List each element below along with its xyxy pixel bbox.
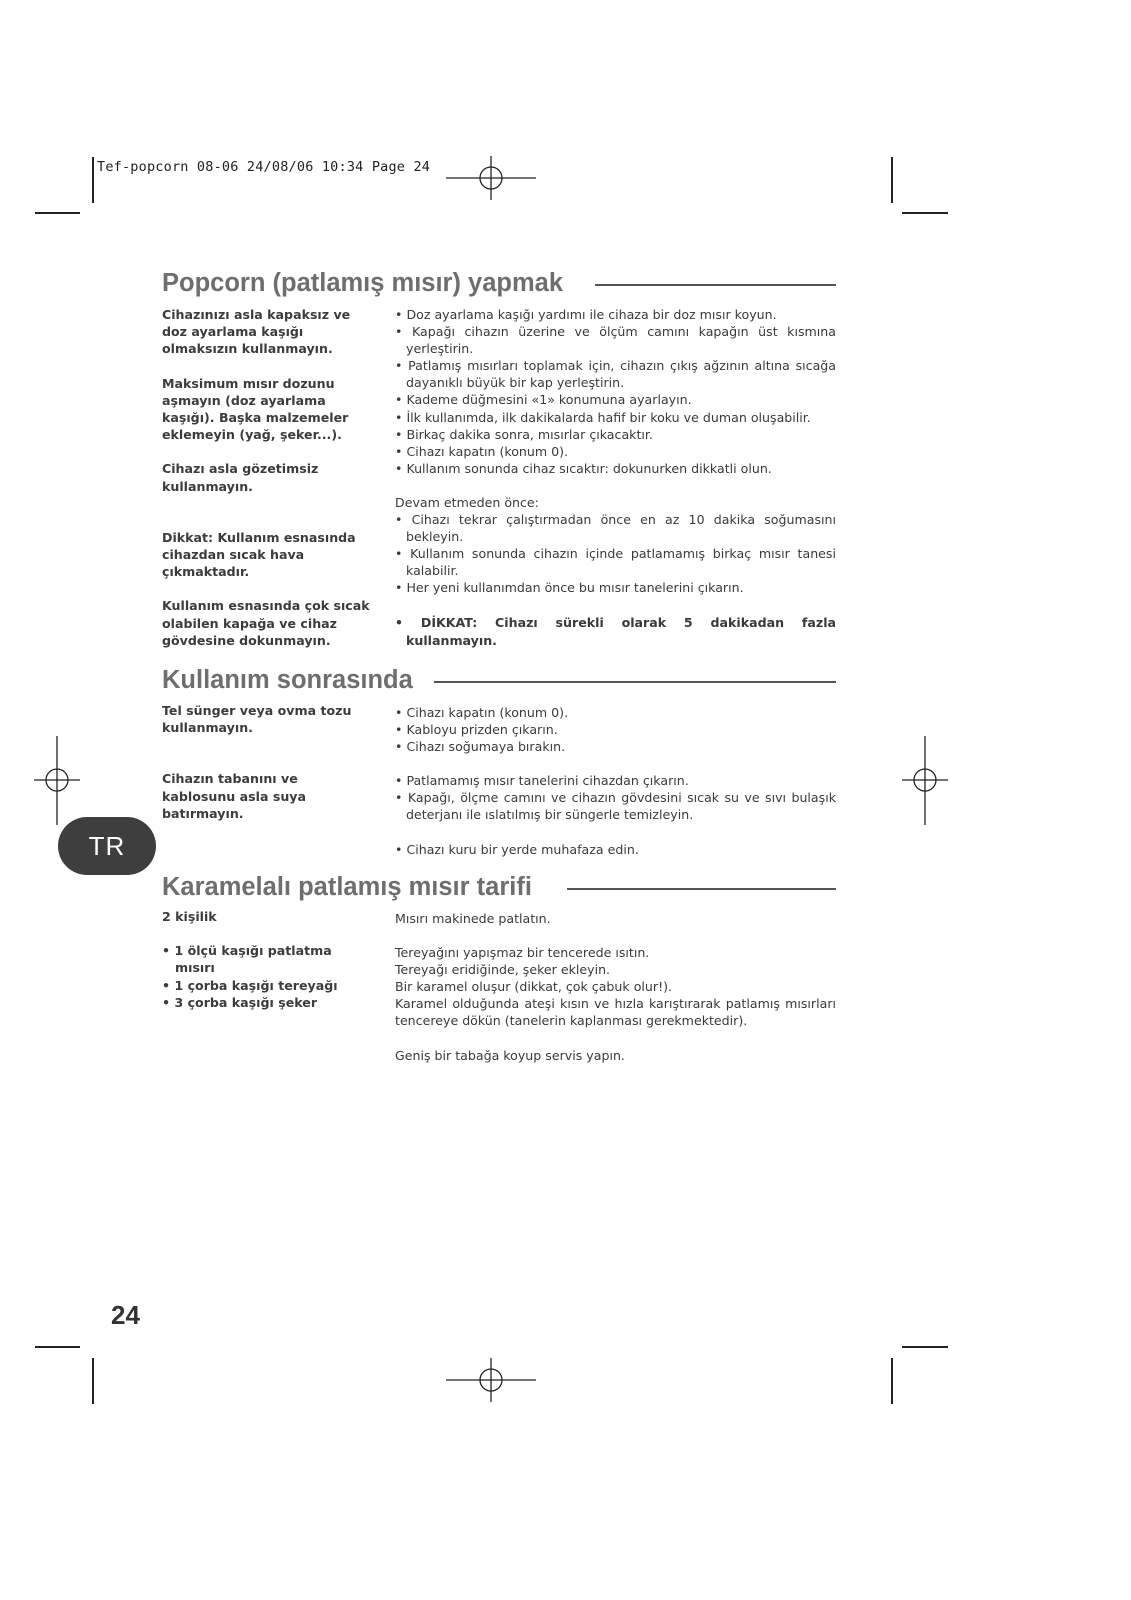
list-item: • Patlamamış mısır tanelerini cihazdan çıkarın. — [395, 772, 836, 789]
recipe-step: Mısırı makinede patlatın. — [395, 911, 551, 926]
list-item: • Kullanım sonunda cihazın içinde patlamamış birkaç mısır tanesi kalabilir. — [395, 545, 836, 579]
recipe-line: Tereyağını yapışmaz bir tencerede ısıtın. — [395, 945, 650, 961]
page-number: 24 — [111, 1300, 140, 1330]
steps-after-use — [395, 704, 836, 858]
recipe-line: Tereyağı eridiğinde, şeker ekleyin. — [395, 962, 611, 978]
side-note: Cihazınızı asla kapaksız ve doz ayarlama kaşığı olmaksızın kullanmayın. — [162, 307, 351, 357]
side-notes-popcorn — [162, 306, 370, 649]
list-item: • Doz ayarlama kaşığı yardımı ile cihaza bir doz mısır koyun. — [395, 306, 836, 323]
servings: 2 kişilik — [162, 909, 217, 924]
list-item: • Cihazı kapatın (konum 0). — [395, 704, 836, 721]
list-item: • 1 ölçü kaşığı patlatma mısırı — [162, 942, 347, 976]
list-item: • Kapağı cihazın üzerine ve ölçüm camını kapağın üst kısmına yerleştirin. — [395, 323, 836, 357]
section-title-after-use: Kullanım sonrasında — [162, 666, 413, 694]
recipe-final: Geniş bir tabağa koyup servis yapın. — [395, 1047, 625, 1063]
list-item: • Kapağı, ölçme camını ve cihazın gövdesini sıcak su ve sıvı bulaşık deterjanı ile ıslatılmış bir süngerle temizleyin. — [395, 789, 836, 823]
side-notes-after-use — [162, 702, 362, 822]
steps-list — [395, 306, 836, 477]
recipe-steps — [395, 910, 836, 1064]
title-rule — [567, 888, 836, 890]
section-title-popcorn: Popcorn (patlamış mısır) yapmak — [162, 269, 564, 297]
list-item: • İlk kullanımda, ilk dakikalarda hafif bir koku ve duman oluşabilir. — [395, 409, 836, 426]
section-title-recipe: Karamelalı patlamış mısır tarifi — [162, 873, 532, 901]
steps-list-b — [395, 772, 836, 823]
recipe-line: Bir karamel oluşur (dikkat, çok çabuk olur!). — [395, 979, 673, 995]
side-note: Kullanım esnasında çok sıcak olabilen kapağa ve cihaz gövdesine dokunmayın. — [162, 598, 370, 648]
side-note: Cihazın tabanını ve kablosunu asla suya batırmayın. — [162, 771, 306, 821]
warning-list — [395, 614, 836, 650]
list-item: • Her yeni kullanımdan önce bu mısır tanelerini çıkarın. — [395, 579, 836, 596]
list-item: • 1 çorba kaşığı tereyağı — [162, 977, 347, 994]
steps-list-a — [395, 704, 836, 755]
side-note: Tel sünger veya ovma tozu kullanmayın. — [162, 703, 352, 736]
recipe-paragraph — [395, 944, 836, 1029]
recipe-line: Karamel olduğunda ateşi kısın ve hızla karıştırarak patlamış mısırları tencereye dökün (tanelerin kaplanması gerekmektedir). — [395, 996, 836, 1029]
list-item: • Cihazı tekrar çalıştırmadan önce en az 10 dakika soğumasını bekleyin. — [395, 511, 836, 545]
list-item: • Patlamış mısırları toplamak için, cihazın çıkış ağzının altına sıcağa dayanıklı büyük bir kap yerleştirin. — [395, 357, 836, 391]
list-item: • Kullanım sonunda cihaz sıcaktır: dokunurken dikkatli olun. — [395, 460, 836, 477]
print-slug: Tef-popcorn 08-06 24/08/06 10:34 Page 24 — [97, 159, 431, 175]
list-item: • Kabloyu prizden çıkarın. — [395, 721, 836, 738]
side-note: Cihazı asla gözetimsiz kullanmayın. — [162, 461, 319, 494]
steps-list-c — [395, 841, 836, 858]
steps-popcorn — [395, 306, 836, 650]
side-note: Maksimum mısır dozunu aşmayın (doz ayarlama kaşığı). Başka malzemeler eklemeyin (yağ, şeker...). — [162, 375, 349, 443]
list-item: • Cihazı kuru bir yerde muhafaza edin. — [395, 841, 836, 858]
list-item: • Cihazı soğumaya bırakın. — [395, 738, 836, 755]
before-steps-list — [395, 511, 836, 596]
side-note: Dikkat: Kullanım esnasında cihazdan sıcak hava çıkmaktadır. — [162, 529, 356, 580]
language-badge: TR — [58, 817, 156, 875]
title-rule — [434, 681, 836, 683]
list-item: • Birkaç dakika sonra, mısırlar çıkacaktır. — [395, 426, 836, 443]
ingredients-list — [162, 942, 347, 1011]
warning-text: • DİKKAT: Cihazı sürekli olarak 5 dakikadan fazla kullanmayın. — [395, 614, 836, 650]
list-item: • Kademe düğmesini «1» konumuna ayarlayın. — [395, 391, 836, 408]
list-item: • Cihazı kapatın (konum 0). — [395, 443, 836, 460]
list-item: • 3 çorba kaşığı şeker — [162, 994, 347, 1011]
recipe-ingredients — [162, 908, 362, 1011]
title-rule — [595, 284, 836, 286]
before-label: Devam etmeden önce: — [395, 494, 539, 510]
